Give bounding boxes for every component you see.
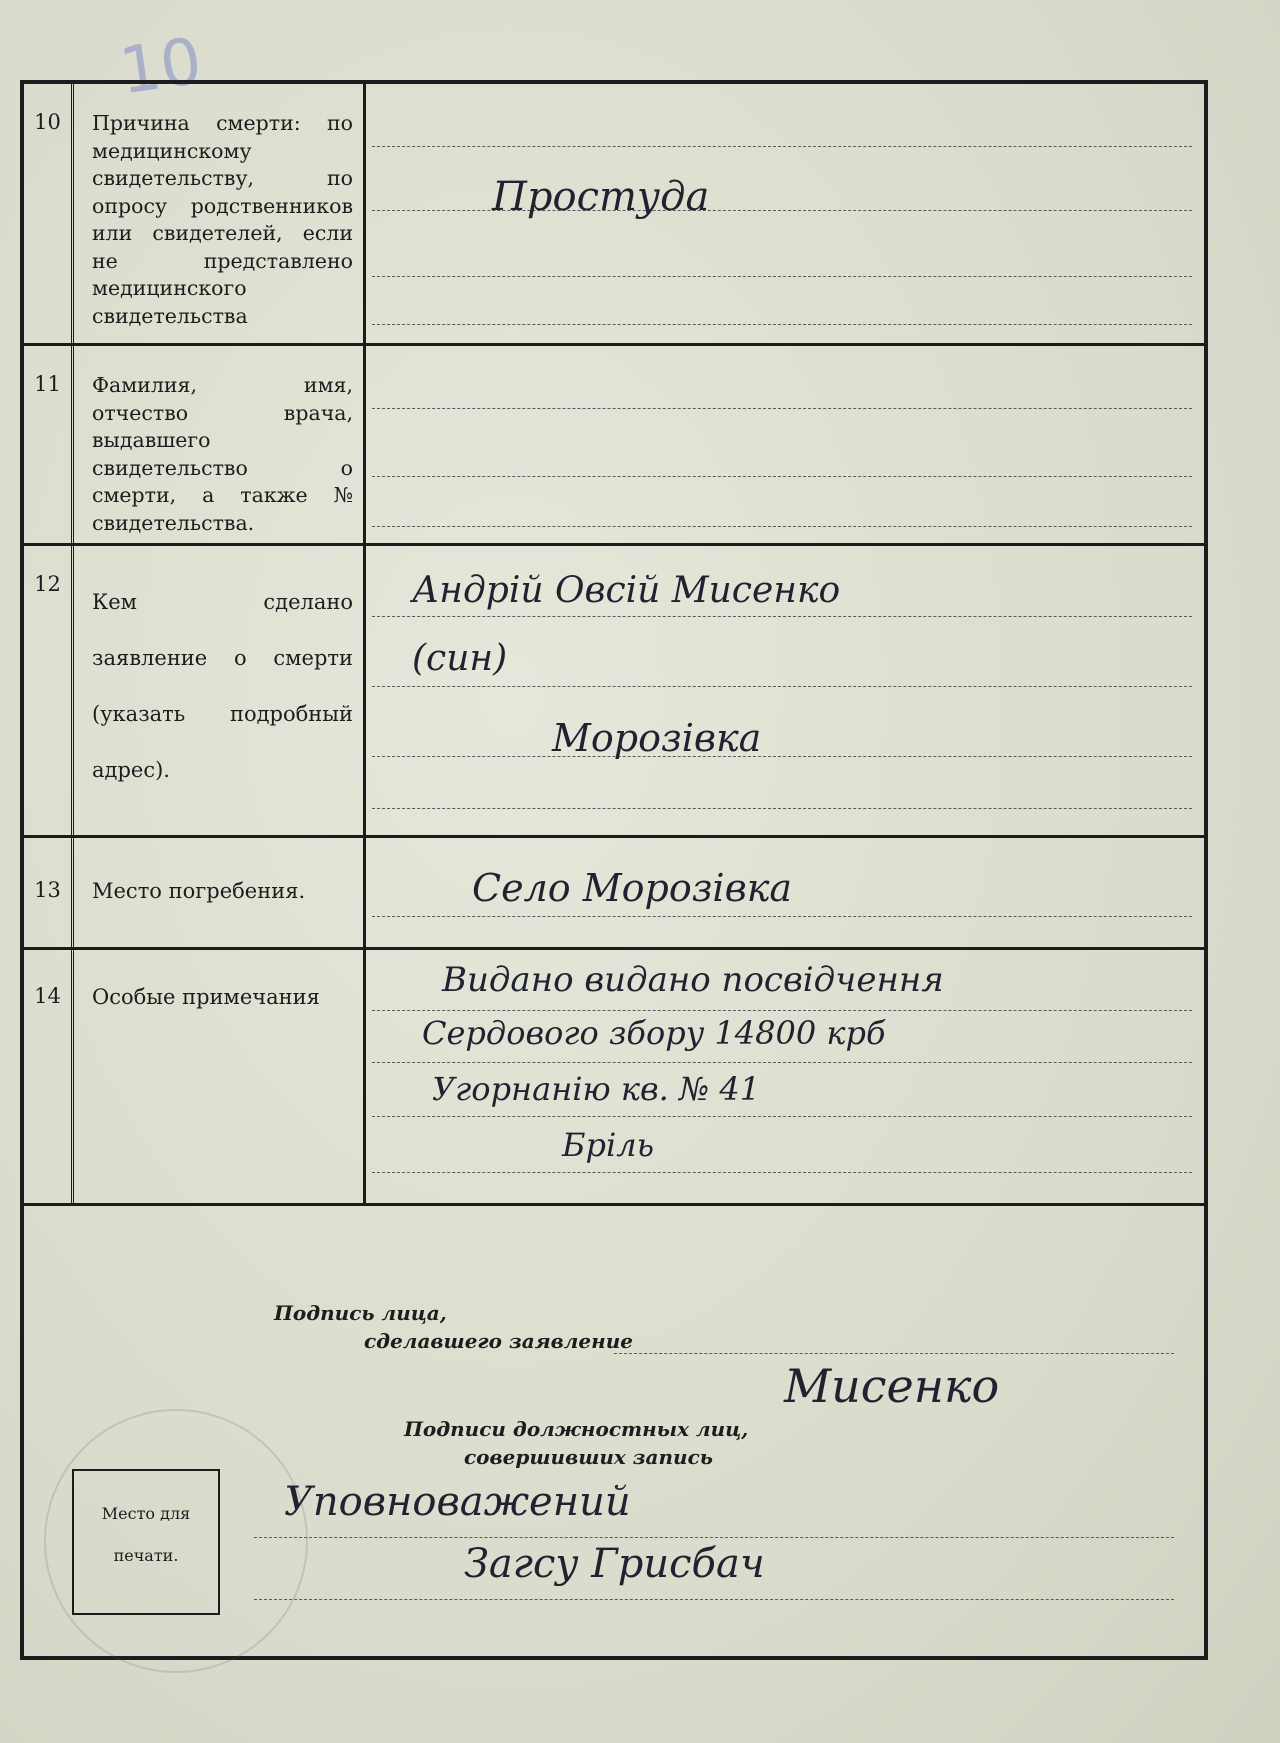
- handwritten-note-line-1: Видано видано посвідчення: [442, 960, 944, 1000]
- row-content: [372, 838, 1192, 947]
- dotted-line: [372, 1172, 1192, 1173]
- dotted-line: [372, 808, 1192, 809]
- row-label: Причина смерти: по медицинскому свидетельству, по опросу родственников или свидетелей, если не представлено медицинского свидетельства: [80, 84, 366, 343]
- dotted-line: [254, 1599, 1174, 1600]
- seal-label-1: Место для: [101, 1504, 191, 1523]
- row-content: [372, 950, 1192, 1203]
- row-13-burial-place: [24, 838, 1204, 950]
- row-content: [372, 346, 1192, 543]
- declarant-signature-label-1: Подпись лица,: [274, 1301, 447, 1325]
- row-10-cause-of-death: [24, 84, 1204, 346]
- row-label: Фамилия, имя, отчество врача, выдавшего свидетельство о смерти, а также № свидетельства.: [80, 346, 366, 543]
- dotted-line: [372, 476, 1192, 477]
- seal-placeholder-box: [72, 1469, 220, 1615]
- officials-signature-label-1: Подписи должностных лиц,: [404, 1417, 749, 1441]
- row-12-declarant: [24, 546, 1204, 838]
- page-corner-mark: 10: [115, 24, 207, 110]
- handwritten-official-signature: Загсу Грисбач: [464, 1541, 765, 1587]
- death-record-form: [20, 80, 1208, 1660]
- row-number: 14: [24, 950, 74, 1203]
- declarant-signature-label-2: сделавшего заявление: [364, 1329, 633, 1353]
- dotted-line: [372, 324, 1192, 325]
- dotted-line: [614, 1353, 1174, 1354]
- row-label: Кем сделано заявление о смерти (указать подробный адрес).: [80, 546, 366, 835]
- dotted-line: [372, 756, 1192, 757]
- dotted-line: [372, 1116, 1192, 1117]
- handwritten-note-line-3: Угорнанію кв. № 41: [432, 1070, 761, 1108]
- row-content: [372, 546, 1192, 835]
- handwritten-address: Морозівка: [552, 716, 762, 760]
- row-number: 13: [24, 838, 74, 947]
- dotted-line: [372, 916, 1192, 917]
- row-number: 12: [24, 546, 74, 835]
- dotted-line: [372, 1010, 1192, 1011]
- dotted-line: [372, 408, 1192, 409]
- row-11-doctor-name: [24, 346, 1204, 546]
- row-14-special-notes: [24, 950, 1204, 1206]
- signature-section: [24, 1269, 1204, 1659]
- dotted-line: [372, 276, 1192, 277]
- officials-signature-label-2: совершивших запись: [464, 1445, 713, 1469]
- handwritten-note-line-2: Сердового збору 14800 крб: [422, 1014, 886, 1052]
- handwritten-cause: Простуда: [492, 174, 710, 220]
- dotted-line: [372, 1062, 1192, 1063]
- seal-label-2: печати.: [113, 1546, 179, 1565]
- dotted-line: [372, 526, 1192, 527]
- dotted-line: [372, 146, 1192, 147]
- dotted-line: [372, 686, 1192, 687]
- row-content: [372, 84, 1192, 343]
- handwritten-burial-place: Село Морозівка: [472, 866, 793, 910]
- handwritten-declarant-signature: Мисенко: [784, 1359, 1000, 1413]
- row-label: Особые примечания: [80, 950, 366, 1203]
- dotted-line: [372, 616, 1192, 617]
- handwritten-relation: (син): [412, 638, 508, 679]
- handwritten-declarant-name: Андрій Овсій Мисенко: [412, 570, 841, 611]
- row-number: 11: [24, 346, 74, 543]
- handwritten-note-line-4: Бріль: [562, 1126, 655, 1164]
- row-label: Место погребения.: [80, 838, 366, 947]
- row-number: 10: [24, 84, 74, 343]
- handwritten-official-title: Уповноважений: [284, 1479, 631, 1525]
- dotted-line: [254, 1537, 1174, 1538]
